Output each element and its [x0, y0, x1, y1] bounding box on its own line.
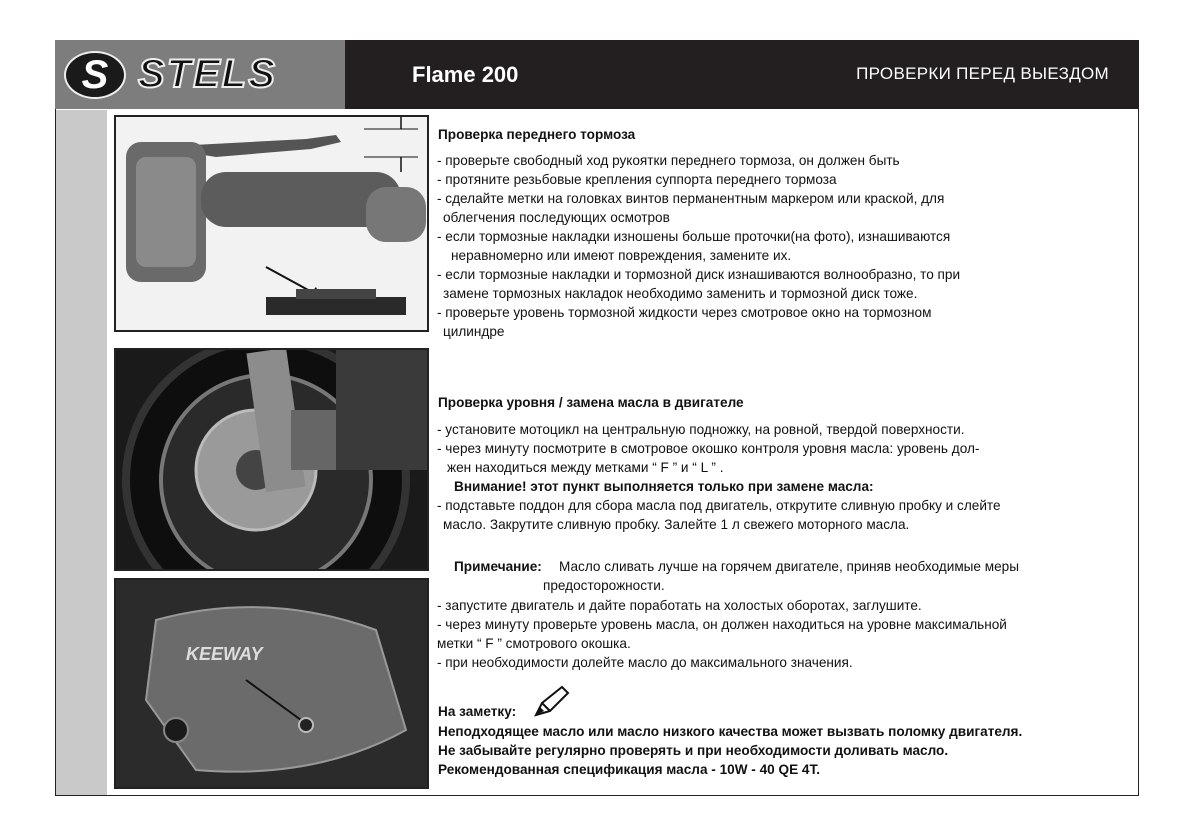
- note-text: Масло сливать лучше на горячем двигателе, приняв необходимые меры: [559, 559, 1020, 574]
- brand-logo-letter: S: [81, 53, 109, 97]
- oil-line-1: - установите мотоцикл на центральную подножку, на ровной, твердой поверхности.: [437, 422, 965, 437]
- engine-brand-label: KEEWAY: [186, 644, 263, 664]
- oil-line-8: метки “ F ” смотрового окошка.: [437, 636, 631, 651]
- oil-line-2: - через минуту посмотрите в смотровое окошко контроля уровня масла: уровень дол-: [437, 441, 980, 456]
- brake-line-6: неравномерно или имеют повреждения, замените их.: [451, 248, 792, 263]
- brake-line-10: цилиндре: [443, 324, 505, 339]
- brake-line-4: облегчения последующих осмотров: [443, 210, 670, 225]
- brake-title: Проверка переднего тормоза: [438, 127, 636, 142]
- memo-line-2: Не забывайте регулярно проверять и при необходимости доливать масло.: [438, 743, 949, 758]
- oil-warning: Внимание! этот пункт выполняется только при замене масла:: [454, 479, 874, 494]
- engine-illustration: [116, 580, 427, 787]
- model-name: Flame 200: [412, 62, 519, 87]
- memo-line-1: Неподходящее масло или масло низкого качества может вызвать поломку двигателя.: [438, 724, 1023, 739]
- brake-line-5: - если тормозные накладки изношены больше проточки(на фото), изнашиваются: [437, 229, 951, 244]
- brake-line-7: - если тормозные накладки и тормозной диск изнашиваются волнообразно, то при: [437, 267, 961, 282]
- oil-line-9: - при необходимости долейте масло до максимального значения.: [437, 655, 853, 670]
- brake-lever-photo: [114, 115, 429, 332]
- brake-lever-illustration: [116, 117, 427, 330]
- front-wheel-photo: [114, 348, 429, 571]
- brake-line-9: - проверьте уровень тормозной жидкости через смотровое окно на тормозном: [437, 305, 932, 320]
- oil-line-4: - подставьте поддон для сбора масла под двигатель, открутите сливную пробку и слейте: [437, 498, 1001, 513]
- brake-line-8: замене тормозных накладок необходимо заменить и тормозной диск тоже.: [443, 286, 918, 301]
- brake-line-1: - проверьте свободный ход рукоятки переднего тормоза, он должен быть: [437, 153, 900, 168]
- engine-photo: [114, 578, 429, 789]
- oil-title: Проверка уровня / замена масла в двигателе: [438, 395, 744, 410]
- oil-line-6: - запустите двигатель и дайте поработать на холостых оборотах, заглушите.: [437, 598, 922, 613]
- front-wheel-illustration: [116, 350, 427, 569]
- brake-line-3: - сделайте метки на головках винтов перманентным маркером или краской, для: [437, 191, 945, 206]
- brake-line-2: - протяните резьбовые крепления суппорта переднего тормоза: [437, 172, 837, 187]
- pencil-icon: [532, 683, 572, 719]
- brand-logo-text: STELS: [138, 52, 277, 96]
- oil-line-5: масло. Закрутите сливную пробку. Залейте 1 л свежего моторного масла.: [443, 517, 910, 532]
- note-label: Примечание:: [454, 559, 542, 574]
- section-title: ПРОВЕРКИ ПЕРЕД ВЫЕЗДОМ: [856, 64, 1109, 83]
- oil-line-7: - через минуту проверьте уровень масла, он должен находиться на уровне максимальной: [437, 617, 1007, 632]
- memo-label: На заметку:: [438, 704, 517, 719]
- note-text-2: предосторожности.: [543, 578, 665, 593]
- side-stripe: [56, 110, 107, 795]
- oil-line-3: жен находиться между метками “ F ” и “ L ” .: [447, 460, 724, 475]
- memo-line-3: Рекомендованная спецификация масла - 10W - 40 QE 4T.: [438, 762, 821, 777]
